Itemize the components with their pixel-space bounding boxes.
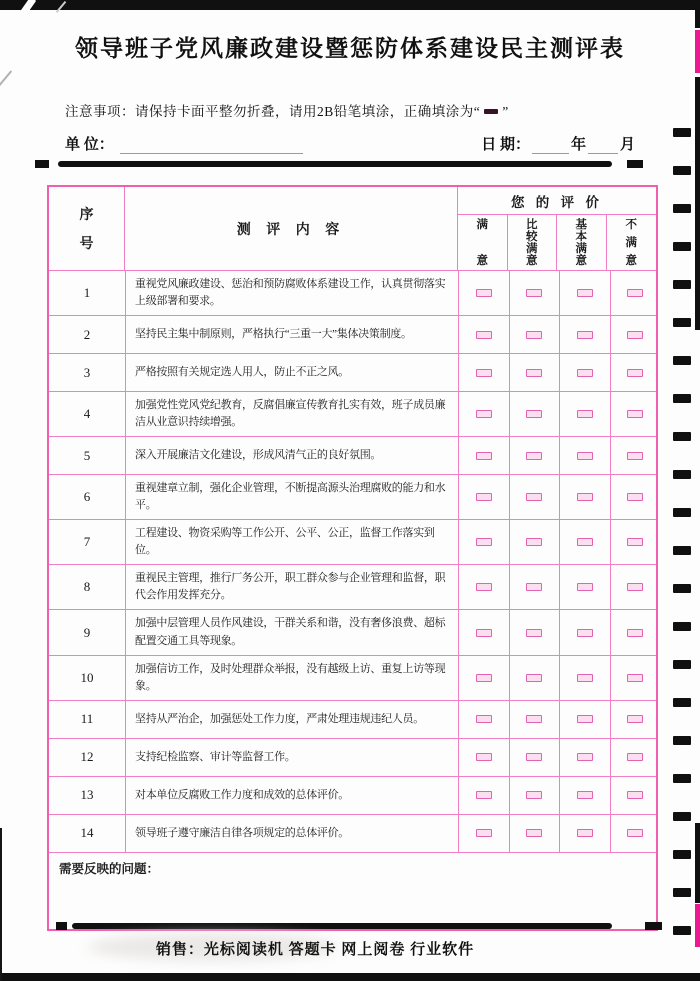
- unit-input-line[interactable]: [120, 137, 303, 154]
- option-bubble-2[interactable]: [526, 331, 542, 339]
- month-input-line[interactable]: [588, 137, 618, 154]
- header-option-labels: [458, 215, 656, 271]
- feedback-area[interactable]: 需要反映的问题：: [49, 852, 656, 929]
- header-option-char: 本: [575, 231, 587, 244]
- option-bubble-4[interactable]: [627, 629, 643, 637]
- timing-mark: [673, 470, 691, 479]
- table-row: [49, 700, 656, 738]
- timing-mark: [673, 698, 691, 707]
- timing-mark: [673, 546, 691, 555]
- option-bubble-2[interactable]: [526, 791, 542, 799]
- option-bubble-3[interactable]: [577, 538, 593, 546]
- row-number: 7: [49, 520, 126, 564]
- timing-mark: [673, 850, 691, 859]
- notice-text: [65, 100, 509, 120]
- option-cell: [560, 656, 611, 700]
- option-bubble-4[interactable]: [627, 538, 643, 546]
- option-bubble-3[interactable]: [577, 715, 593, 723]
- option-bubble-4[interactable]: [627, 753, 643, 761]
- option-bubble-2[interactable]: [526, 629, 542, 637]
- scan-bottom-edge-band: [0, 973, 700, 981]
- option-bubble-4[interactable]: [627, 493, 643, 501]
- option-bubble-4[interactable]: [627, 331, 643, 339]
- timing-mark: [673, 660, 691, 669]
- row-content-text: 严格按照有关规定选人用人，防止不正之风。: [126, 354, 459, 391]
- option-bubble-1[interactable]: [476, 829, 492, 837]
- header-option-4: [607, 215, 657, 271]
- omr-anchor-mark: [35, 160, 49, 168]
- table-rows: [49, 271, 656, 852]
- row-number: 10: [49, 656, 126, 700]
- option-bubble-2[interactable]: [526, 829, 542, 837]
- table-row: [49, 609, 656, 654]
- option-cell: [510, 437, 561, 474]
- filled-mark-sample-icon: [484, 109, 498, 114]
- scan-top-edge-band: [0, 0, 697, 10]
- header-seq: [49, 187, 125, 270]
- option-cell: [611, 701, 661, 738]
- row-number: 1: [49, 271, 126, 315]
- row-content-text: 坚持从严治企，加强惩处工作力度，严肃处理违规违纪人员。: [126, 701, 459, 738]
- option-bubble-1[interactable]: [476, 629, 492, 637]
- header-option-char: 基: [575, 219, 587, 231]
- notice-suffix: ”: [502, 104, 509, 119]
- option-bubble-4[interactable]: [627, 791, 643, 799]
- timing-mark: [673, 356, 691, 365]
- option-cell: [510, 475, 561, 519]
- timing-mark: [673, 508, 691, 517]
- option-cell: [459, 392, 510, 436]
- header-option-char: 满: [526, 243, 538, 256]
- row-content-text: 加强信访工作，及时处理群众举报，没有越级上访、重复上访等现象。: [126, 656, 459, 700]
- option-bubble-4[interactable]: [627, 674, 643, 682]
- option-bubble-4[interactable]: [627, 583, 643, 591]
- unit-date-row: [65, 133, 635, 154]
- table-row: [49, 474, 656, 519]
- header-option-char: 满: [575, 243, 587, 256]
- header-option-char: 比: [526, 219, 538, 231]
- option-cell: [459, 701, 510, 738]
- option-bubble-4[interactable]: [627, 369, 643, 377]
- option-cell: [510, 392, 561, 436]
- footer-sales-text: 销售：光标阅读机 答题卡 网上阅卷 行业软件: [155, 942, 475, 958]
- option-bubble-4[interactable]: [627, 289, 643, 297]
- unit-label: 单 位：: [65, 137, 114, 153]
- option-cell: [459, 354, 510, 391]
- row-number: 4: [49, 392, 126, 436]
- omr-anchor-mark: [627, 160, 643, 168]
- option-cell: [611, 777, 661, 814]
- header-option-char: 意: [575, 255, 587, 268]
- table-row: [49, 353, 656, 391]
- option-cell: [611, 392, 661, 436]
- omr-anchor-mark: [645, 922, 662, 930]
- row-number: 11: [49, 701, 126, 738]
- table-row: [49, 564, 656, 609]
- row-number: 8: [49, 565, 126, 609]
- option-bubble-2[interactable]: [526, 674, 542, 682]
- option-bubble-2[interactable]: [526, 493, 542, 501]
- separator-line-bottom: [72, 923, 612, 929]
- option-bubble-3[interactable]: [577, 583, 593, 591]
- option-bubble-2[interactable]: [526, 452, 542, 460]
- header-option-char: 较: [526, 231, 538, 244]
- option-cell: [611, 520, 661, 564]
- row-number: 2: [49, 316, 126, 353]
- option-cell: [510, 316, 561, 353]
- option-cell: [560, 316, 611, 353]
- option-bubble-3[interactable]: [577, 369, 593, 377]
- option-cell: [560, 437, 611, 474]
- option-cell: [560, 777, 611, 814]
- option-cell: [459, 437, 510, 474]
- table-row: [49, 519, 656, 564]
- date-label: 日 期：: [481, 137, 530, 153]
- timing-mark: [673, 622, 691, 631]
- option-cell: [611, 271, 661, 315]
- option-bubble-1[interactable]: [476, 289, 492, 297]
- option-cell: [611, 565, 661, 609]
- option-bubble-3[interactable]: [577, 410, 593, 418]
- option-cell: [459, 520, 510, 564]
- option-bubble-1[interactable]: [476, 583, 492, 591]
- option-bubble-1[interactable]: [476, 753, 492, 761]
- header-option-1: [458, 215, 508, 271]
- option-bubble-2[interactable]: [526, 583, 542, 591]
- option-bubble-3[interactable]: [577, 753, 593, 761]
- option-bubble-1[interactable]: [476, 452, 492, 460]
- header-seq-char: 序: [79, 208, 94, 223]
- header-option-char: 意: [526, 255, 538, 268]
- option-cell: [560, 475, 611, 519]
- option-bubble-4[interactable]: [627, 452, 643, 460]
- scan-corner-scratch: [0, 70, 12, 91]
- timing-mark: [673, 394, 691, 403]
- option-cell: [611, 354, 661, 391]
- header-content: 测 评 内 容: [125, 187, 458, 270]
- option-cell: [459, 316, 510, 353]
- option-cell: [510, 610, 561, 654]
- option-bubble-1[interactable]: [476, 715, 492, 723]
- option-cell: [560, 565, 611, 609]
- option-bubble-3[interactable]: [577, 493, 593, 501]
- row-content-text: 重视建章立制，强化企业管理，不断提高源头治理腐败的能力和水平。: [126, 475, 459, 519]
- option-cell: [611, 316, 661, 353]
- header-option-char: 意: [625, 255, 637, 268]
- timing-mark: [673, 166, 691, 175]
- option-bubble-3[interactable]: [577, 829, 593, 837]
- scan-right-edge-black: [695, 77, 700, 330]
- option-cell: [510, 815, 561, 852]
- option-bubble-2[interactable]: [526, 289, 542, 297]
- option-cell: [459, 739, 510, 776]
- option-bubble-1[interactable]: [476, 538, 492, 546]
- timing-mark: [673, 128, 691, 137]
- option-cell: [510, 739, 561, 776]
- header-option-char: 满: [476, 219, 488, 231]
- timing-mark: [673, 280, 691, 289]
- scan-right-edge-magenta: [695, 904, 700, 947]
- option-cell: [459, 815, 510, 852]
- table-row: [49, 655, 656, 700]
- row-number: 13: [49, 777, 126, 814]
- notice-prefix: 注意事项：请保持卡面平整勿折叠，请用2B铅笔填涂，正确填涂为“: [65, 104, 481, 119]
- option-cell: [560, 701, 611, 738]
- table-row: [49, 738, 656, 776]
- timing-mark: [673, 432, 691, 441]
- month-label: 月: [619, 137, 635, 153]
- option-cell: [459, 565, 510, 609]
- row-content-text: 支持纪检监察、审计等监督工作。: [126, 739, 459, 776]
- option-bubble-3[interactable]: [577, 629, 593, 637]
- header-evaluation: 您 的 评 价: [458, 187, 656, 215]
- option-bubble-2[interactable]: [526, 753, 542, 761]
- option-cell: [611, 739, 661, 776]
- table-row: [49, 776, 656, 814]
- option-cell: [459, 656, 510, 700]
- omr-anchor-mark: [56, 922, 67, 930]
- timing-mark: [673, 774, 691, 783]
- row-content-text: 工程建设、物资采购等工作公开、公平、公正，监督工作落实到位。: [126, 520, 459, 564]
- table-row: [49, 271, 656, 315]
- option-cell: [510, 701, 561, 738]
- option-bubble-4[interactable]: [627, 715, 643, 723]
- option-cell: [611, 815, 661, 852]
- timing-mark: [673, 926, 691, 935]
- timing-mark: [673, 242, 691, 251]
- option-cell: [611, 437, 661, 474]
- year-input-line[interactable]: [532, 137, 569, 154]
- option-cell: [459, 271, 510, 315]
- option-cell: [611, 475, 661, 519]
- option-bubble-3[interactable]: [577, 331, 593, 339]
- option-cell: [560, 739, 611, 776]
- header-evaluation-group: [458, 187, 656, 270]
- option-bubble-2[interactable]: [526, 369, 542, 377]
- option-cell: [560, 354, 611, 391]
- option-bubble-2[interactable]: [526, 538, 542, 546]
- table-row: [49, 814, 656, 852]
- option-bubble-2[interactable]: [526, 410, 542, 418]
- header-option-3: [557, 215, 607, 271]
- table-row: [49, 315, 656, 353]
- date-fields: [481, 133, 635, 154]
- timing-mark: [673, 318, 691, 327]
- header-seq-char: 号: [79, 237, 94, 252]
- header-option-char: 满: [625, 237, 637, 250]
- option-bubble-3[interactable]: [577, 452, 593, 460]
- timing-mark: [673, 584, 691, 593]
- option-cell: [510, 520, 561, 564]
- option-cell: [510, 777, 561, 814]
- option-bubble-1[interactable]: [476, 410, 492, 418]
- scan-right-edge-black: [695, 0, 700, 28]
- separator-line-top: [58, 161, 612, 167]
- row-content-text: 重视民主管理，推行厂务公开，职工群众参与企业管理和监督，职代会作用发挥充分。: [126, 565, 459, 609]
- option-bubble-3[interactable]: [577, 289, 593, 297]
- row-number: 12: [49, 739, 126, 776]
- scan-right-edge-black: [695, 823, 700, 903]
- header-option-char: 意: [476, 255, 488, 268]
- option-cell: [459, 610, 510, 654]
- option-bubble-1[interactable]: [476, 791, 492, 799]
- option-cell: [611, 656, 661, 700]
- option-cell: [611, 610, 661, 654]
- row-content-text: 对本单位反腐败工作力度和成效的总体评价。: [126, 777, 459, 814]
- option-bubble-1[interactable]: [476, 331, 492, 339]
- table-row: [49, 436, 656, 474]
- row-number: 5: [49, 437, 126, 474]
- option-cell: [560, 271, 611, 315]
- row-content-text: 深入开展廉洁文化建设，形成风清气正的良好氛围。: [126, 437, 459, 474]
- row-number: 9: [49, 610, 126, 654]
- option-bubble-1[interactable]: [476, 369, 492, 377]
- option-cell: [560, 392, 611, 436]
- option-bubble-1[interactable]: [476, 674, 492, 682]
- form-title: 领导班子党风廉政建设暨惩防体系建设民主测评表: [75, 36, 625, 61]
- option-cell: [510, 656, 561, 700]
- option-bubble-2[interactable]: [526, 715, 542, 723]
- option-bubble-4[interactable]: [627, 829, 643, 837]
- timing-mark: [673, 812, 691, 821]
- option-cell: [560, 520, 611, 564]
- row-content-text: 加强中层管理人员作风建设，干群关系和谐，没有奢侈浪费、超标配置交通工具等现象。: [126, 610, 459, 654]
- option-cell: [459, 475, 510, 519]
- option-cell: [510, 271, 561, 315]
- option-cell: [560, 815, 611, 852]
- row-content-text: 领导班子遵守廉洁自律各项规定的总体评价。: [126, 815, 459, 852]
- table-row: [49, 391, 656, 436]
- timing-mark: [673, 204, 691, 213]
- option-cell: [510, 565, 561, 609]
- row-content-text: 加强党性党风党纪教育，反腐倡廉宣传教育扎实有效，班子成员廉洁从业意识持续增强。: [126, 392, 459, 436]
- header-option-2: [508, 215, 558, 271]
- option-bubble-1[interactable]: [476, 493, 492, 501]
- row-number: 6: [49, 475, 126, 519]
- year-label: 年: [570, 137, 586, 153]
- option-bubble-3[interactable]: [577, 674, 593, 682]
- option-cell: [459, 777, 510, 814]
- option-bubble-4[interactable]: [627, 410, 643, 418]
- row-content-text: 坚持民主集中制原则，严格执行“三重一大”集体决策制度。: [126, 316, 459, 353]
- row-content-text: 重视党风廉政建设、惩治和预防腐败体系建设工作，认真贯彻落实上级部署和要求。: [126, 271, 459, 315]
- option-bubble-3[interactable]: [577, 791, 593, 799]
- row-number: 14: [49, 815, 126, 852]
- timing-mark: [673, 736, 691, 745]
- option-cell: [510, 354, 561, 391]
- evaluation-table: [47, 185, 658, 931]
- header-option-char: 不: [625, 219, 637, 231]
- option-cell: [560, 610, 611, 654]
- row-number: 3: [49, 354, 126, 391]
- timing-mark: [673, 888, 691, 897]
- table-header: [49, 187, 656, 271]
